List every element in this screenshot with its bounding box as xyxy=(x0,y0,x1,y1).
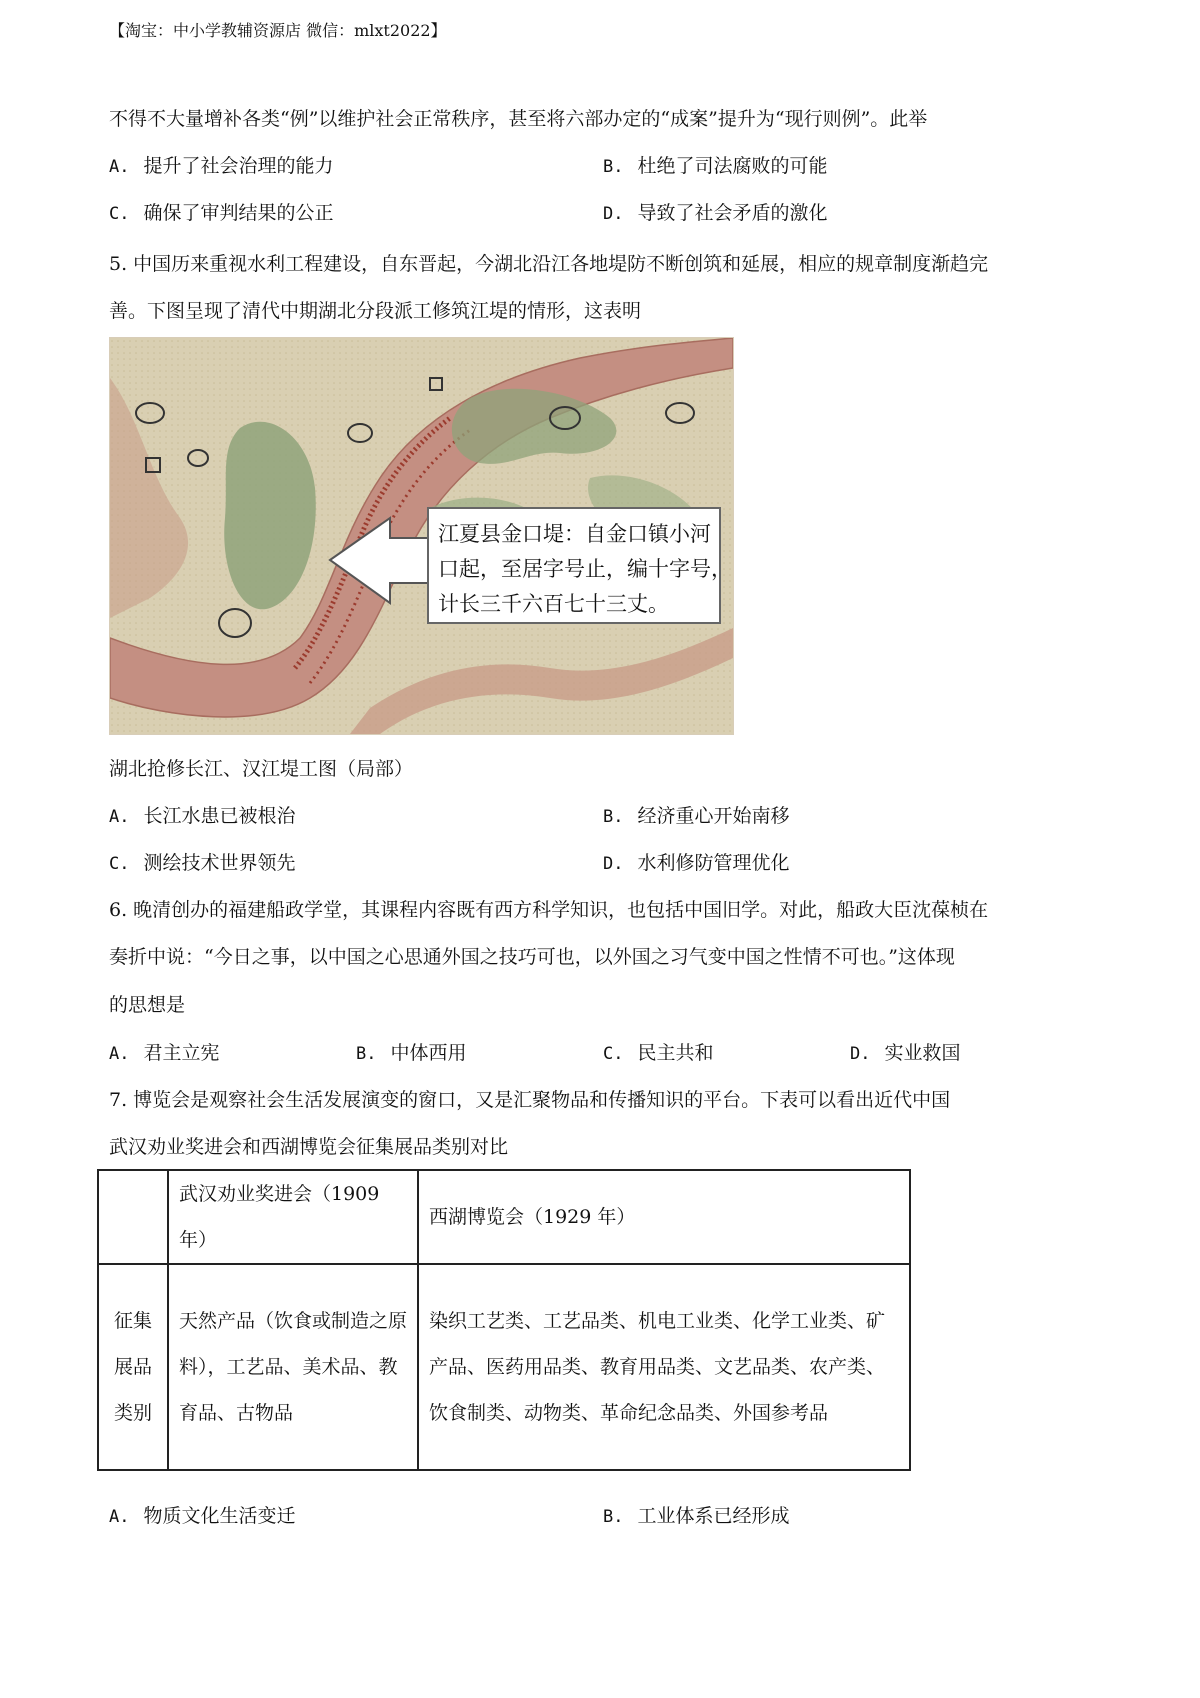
q4-stem-tail: 不得不大量增补各类“例”以维护社会正常秩序，甚至将六部办定的“成案”提升为“现行则例”。此举 xyxy=(109,108,928,130)
q4-option-a: A. 提升了社会治理的能力 xyxy=(109,155,334,177)
map-caption: 湖北抢修长江、汉江堤工图（局部） xyxy=(109,758,414,780)
table-header-wuhan: 武汉劝业奖进会（1909 年） xyxy=(168,1170,418,1264)
map-callout-line-2: 口起，至居字号止，编十字号， xyxy=(438,557,732,581)
q6-option-b: B. 中体西用 xyxy=(356,1042,467,1064)
table-corner-cell xyxy=(98,1170,168,1264)
q7-table-title: 武汉劝业奖进会和西湖博览会征集展品类别对比 xyxy=(109,1136,509,1158)
map-callout-line-1: 江夏县金口堤：自金口镇小河 xyxy=(438,522,711,546)
q6-stem-line-2: 奏折中说：“今日之事，以中国之心思通外国之技巧可也，以外国之习气变中国之性情不可也。”这体现 xyxy=(109,946,955,968)
historical-map-image xyxy=(109,337,734,735)
q7-option-b: B. 工业体系已经形成 xyxy=(603,1505,790,1527)
q6-stem-line-1: 6. 晚清创办的福建船政学堂，其课程内容既有西方科学知识，也包括中国旧学。对此，船政大臣沈葆桢在 xyxy=(109,899,989,921)
q5-stem-line-1: 5. 中国历来重视水利工程建设，自东晋起，今湖北沿江各地堤防不断创筑和延展，相应的规章制度渐趋完 xyxy=(109,253,989,275)
q6-option-c: C. 民主共和 xyxy=(603,1042,714,1064)
table-cell-wuhan: 天然产品（饮食或制造之原料），工艺品、美术品、教育品、古物品 xyxy=(168,1264,418,1470)
q4-option-c: C. 确保了审判结果的公正 xyxy=(109,202,334,224)
q5-option-b: B. 经济重心开始南移 xyxy=(603,805,790,827)
q7-option-a: A. 物质文化生活变迁 xyxy=(109,1505,296,1527)
q7-stem-line-1: 7. 博览会是观察社会生活发展演变的窗口，又是汇聚物品和传播知识的平台。下表可以看出近代中国 xyxy=(109,1089,951,1111)
q5-option-a: A. 长江水患已被根治 xyxy=(109,805,296,827)
table-row-label: 征集展品类别 xyxy=(98,1264,168,1470)
q6-option-a: A. 君主立宪 xyxy=(109,1042,220,1064)
q4-option-b: B. 杜绝了司法腐败的可能 xyxy=(603,155,828,177)
q4-option-d: D. 导致了社会矛盾的激化 xyxy=(603,202,828,224)
q5-option-c: C. 测绘技术世界领先 xyxy=(109,852,296,874)
page-header: 【淘宝：中小学教辅资源店 微信：mlxt2022】 xyxy=(109,21,447,40)
q6-stem-line-3: 的思想是 xyxy=(109,994,186,1016)
comparison-table xyxy=(97,1169,911,1471)
q5-stem-line-2: 善。下图呈现了清代中期湖北分段派工修筑江堤的情形，这表明 xyxy=(109,300,642,322)
table-row xyxy=(98,1264,910,1470)
q6-option-d: D. 实业救国 xyxy=(850,1042,961,1064)
table-header-row xyxy=(98,1170,910,1264)
q5-option-d: D. 水利修防管理优化 xyxy=(603,852,790,874)
table-header-xihu: 西湖博览会（1929 年） xyxy=(418,1170,910,1264)
table-cell-xihu: 染织工艺类、工艺品类、机电工业类、化学工业类、矿产品、医药用品类、教育用品类、文艺品类、农产类、饮食制类、动物类、革命纪念品类、外国参考品 xyxy=(418,1264,910,1470)
map-illustration xyxy=(110,338,733,734)
map-callout-line-3: 计长三千六百七十三丈。 xyxy=(438,592,669,616)
